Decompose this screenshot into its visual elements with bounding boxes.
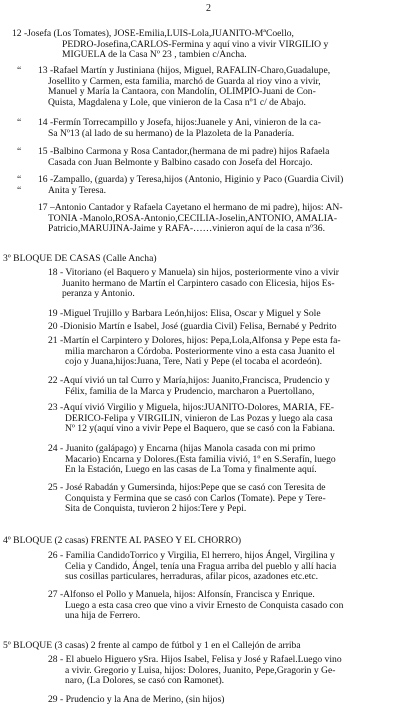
entry-line: a vivir. Gregorio y Luisa, hijos: Dolores, Juanito, Pepe,Gragorin y Ge-	[65, 664, 336, 676]
entry-line: DERICO-Felipa y VIRGILIN, vinieron de Las Pozas y luego ala casa	[65, 412, 333, 424]
entry-line: MIGUELA de la Casa Nº 23 , tambien c/Ancha.	[62, 49, 247, 61]
quote-bullet-mark: “	[17, 65, 22, 76]
entry-line: 25 - José Rabadán y Gumersinda, hijos:Pepe que se casó con Teresita de	[48, 482, 326, 493]
entry-line: Sa Nº13 (al lado de su hermano) de la Plazoleta de la Panadería.	[48, 127, 295, 139]
entry-line: Conquista y Fermina que se casó con Carlos (Tomate). Pepe y Tere-	[65, 492, 326, 504]
entry-line: Manuel y María la Cantaora, con Mandolín, OLIMPIO-Juani de Con-	[48, 86, 316, 98]
entry-line: 12 -Josefa (Los Tomates), JOSE-Emilia,LUIS-Lola,JUANITO-MªCoello,	[12, 28, 294, 39]
entry-line: una hija de Ferrero.	[65, 610, 141, 622]
entry-line: 29 - Prudencio y la Ana de Merino, (sin hijos)	[48, 694, 225, 705]
section-heading: 4º BLOQUE (2 casas) FRENTE AL PASEO Y EL CHORRO)	[3, 535, 242, 546]
list-item	[48, 322, 337, 333]
entry-line: TONIA -Manolo,ROSA-Antonio,CECILIA-Joselin,ANTONIO, AMALIA-	[48, 212, 338, 224]
entry-line: Luego a esta casa creo que vino a vivir Ernesto de Conquista casado con	[65, 599, 344, 611]
list-item	[38, 66, 330, 108]
entry-line: Casada con Juan Belmonte y Balbino casado con Josefa del Horcajo.	[48, 156, 313, 168]
entry-line: Sita de Conquista, tuvieron 2 hijos:Tere y Pepi.	[65, 503, 247, 515]
list-item	[12, 29, 328, 61]
entry-line: 14 -Fermín Torrecampillo y Josefa, hijos:Juanele y Ani, vinieron de la ca-	[38, 117, 321, 128]
entry-line: Macario) Encarna y Dolores.(Esta familia vivió, 1º en S.Serafín, luego	[65, 453, 336, 465]
entry-line: 19 -Miguel Trujillo y Barbara León,hijos: Elisa, Oscar y Miguel y Sole	[48, 308, 321, 319]
entry-line: peranza y Antonio.	[62, 288, 135, 300]
entry-line: Celia y Candido, Ángel, tenía una Fragua arriba del pueblo y allí hacia	[65, 560, 337, 572]
entry-line: Patricio,MARUJINA-Jaime y RAFA-……vinieron aquí de la casa nº36.	[48, 223, 325, 235]
entry-line: Josellito y Carmen, esta familia, marchó de Guarda al rioy vino a vivir,	[48, 75, 321, 87]
quote-bullet-mark: “	[17, 146, 22, 157]
entry-line: 15 -Balbino Carmona y Rosa Cantador,(hermana de mi padre) hijos Rafaela	[38, 146, 330, 157]
entry-line: En la Estación, Luego en las casas de La Toma y finalmente aquí.	[65, 464, 317, 476]
list-item	[48, 268, 339, 300]
list-item	[48, 376, 330, 397]
entry-line: 27 -Alfonso el Pollo y Manuela, hijos: Alfonsín, Francisca y Enrique.	[48, 589, 315, 600]
list-item	[48, 590, 343, 622]
entry-line: Juanito hermano de Martín el Carpintero casado con Elicesia, hijos Es-	[62, 277, 335, 289]
entry-line: Quista, Magdalena y Lole, que vinieron de la Casa nº1 c/ de Abajo.	[48, 96, 306, 108]
entry-line: PEDRO-Josefina,CARLOS-Fermina y aquí vino a vivir VIRGILIO y	[62, 38, 329, 50]
entry-line: naro, (La Dolores, se casó con Ramonet).	[65, 675, 225, 687]
entry-line: milia marcharon a Córdoba. Posteriormente vino a esta casa Juanito el	[65, 345, 335, 357]
entry-line: 23 -Aquí vivió Virgilio y Miguela, hijos:JUANITO-Dolores, MARIA, FE-	[48, 402, 334, 413]
section-heading: 3º BLOQUE DE CASAS (Calle Ancha)	[3, 253, 157, 264]
entry-line: Nº 12 y(aquí vino a vivir Pepe el Baquero, que se casó con la Fabiana.	[65, 423, 335, 435]
entry-line: 21 -Martín el Carpintero y Dolores, hijos: Pepa,Lola,Alfonsa y Pepe esta fa-	[48, 335, 341, 346]
quote-bullet-mark: “	[17, 174, 22, 185]
list-item	[48, 403, 335, 435]
entry-line: 13 -Rafael Martín y Justiniana (hijos, Miguel, RAFALIN-Charo,Guadalupe,	[38, 65, 331, 76]
section-heading: 5º BLOQUE (3 casas) 2 frente al campo de fútbol y 1 en el Callejón de arriba	[3, 640, 301, 651]
list-item	[48, 551, 336, 583]
entry-line: 22 -Aquí vivió un tal Curro y María,hijos: Juanito,Francisca, Prudencio y	[48, 375, 330, 386]
list-item	[48, 655, 342, 687]
list-item	[48, 336, 341, 368]
entry-line: sus cosillas particulares, herraduras, afilar picos, azadones etc.etc.	[65, 571, 319, 583]
entry-line: Félix, familia de la Marca y Prudencio, marcharon a Puertollano,	[65, 385, 315, 397]
list-item	[48, 695, 224, 706]
page-number: 2	[206, 3, 211, 14]
list-item	[38, 203, 343, 235]
entry-line: Anita y Teresa.	[48, 184, 107, 196]
quote-bullet-mark: “	[17, 185, 22, 196]
entry-line: 18 - Vitoriano (el Baquero y Manuela) sin hijos, posteriormente vino a vivir	[48, 267, 339, 278]
entry-line: 24 - Juanito (galápago) y Encarna (hijas Manola casada con mi primo	[48, 443, 316, 454]
list-item	[38, 175, 343, 196]
list-item	[48, 444, 336, 476]
entry-line: 26 - Familia CandidoTorrico y Virgilia, El herrero, hijos Ángel, Virgilina y	[48, 550, 335, 561]
list-item	[38, 147, 329, 168]
entry-line: 16 -Zampallo, (guarda) y Teresa,hijos (Antonio, Higinio y Paco (Guardia Civil)	[38, 174, 344, 185]
entry-line: 28 - El abuelo Higuero ySra. Hijos Isabel, Felisa y José y Rafael.Luego vino	[48, 654, 342, 665]
entry-line: 17 –Antonio Cantador y Rafaela Cayetano el hermano de mi padre), hijos: AN-	[38, 202, 343, 213]
entry-line: cojo y Juana,hijos:Juana, Tere, Nati y Pepe (el tocaba el acordeón).	[65, 356, 323, 368]
quote-bullet-mark: “	[17, 117, 22, 128]
entry-line: 20 -Dionisio Martín e Isabel, José (guardia Civil) Felisa, Bernabé y Pedrito	[48, 321, 337, 332]
list-item	[48, 483, 326, 515]
list-item	[38, 118, 321, 139]
list-item	[48, 309, 321, 320]
